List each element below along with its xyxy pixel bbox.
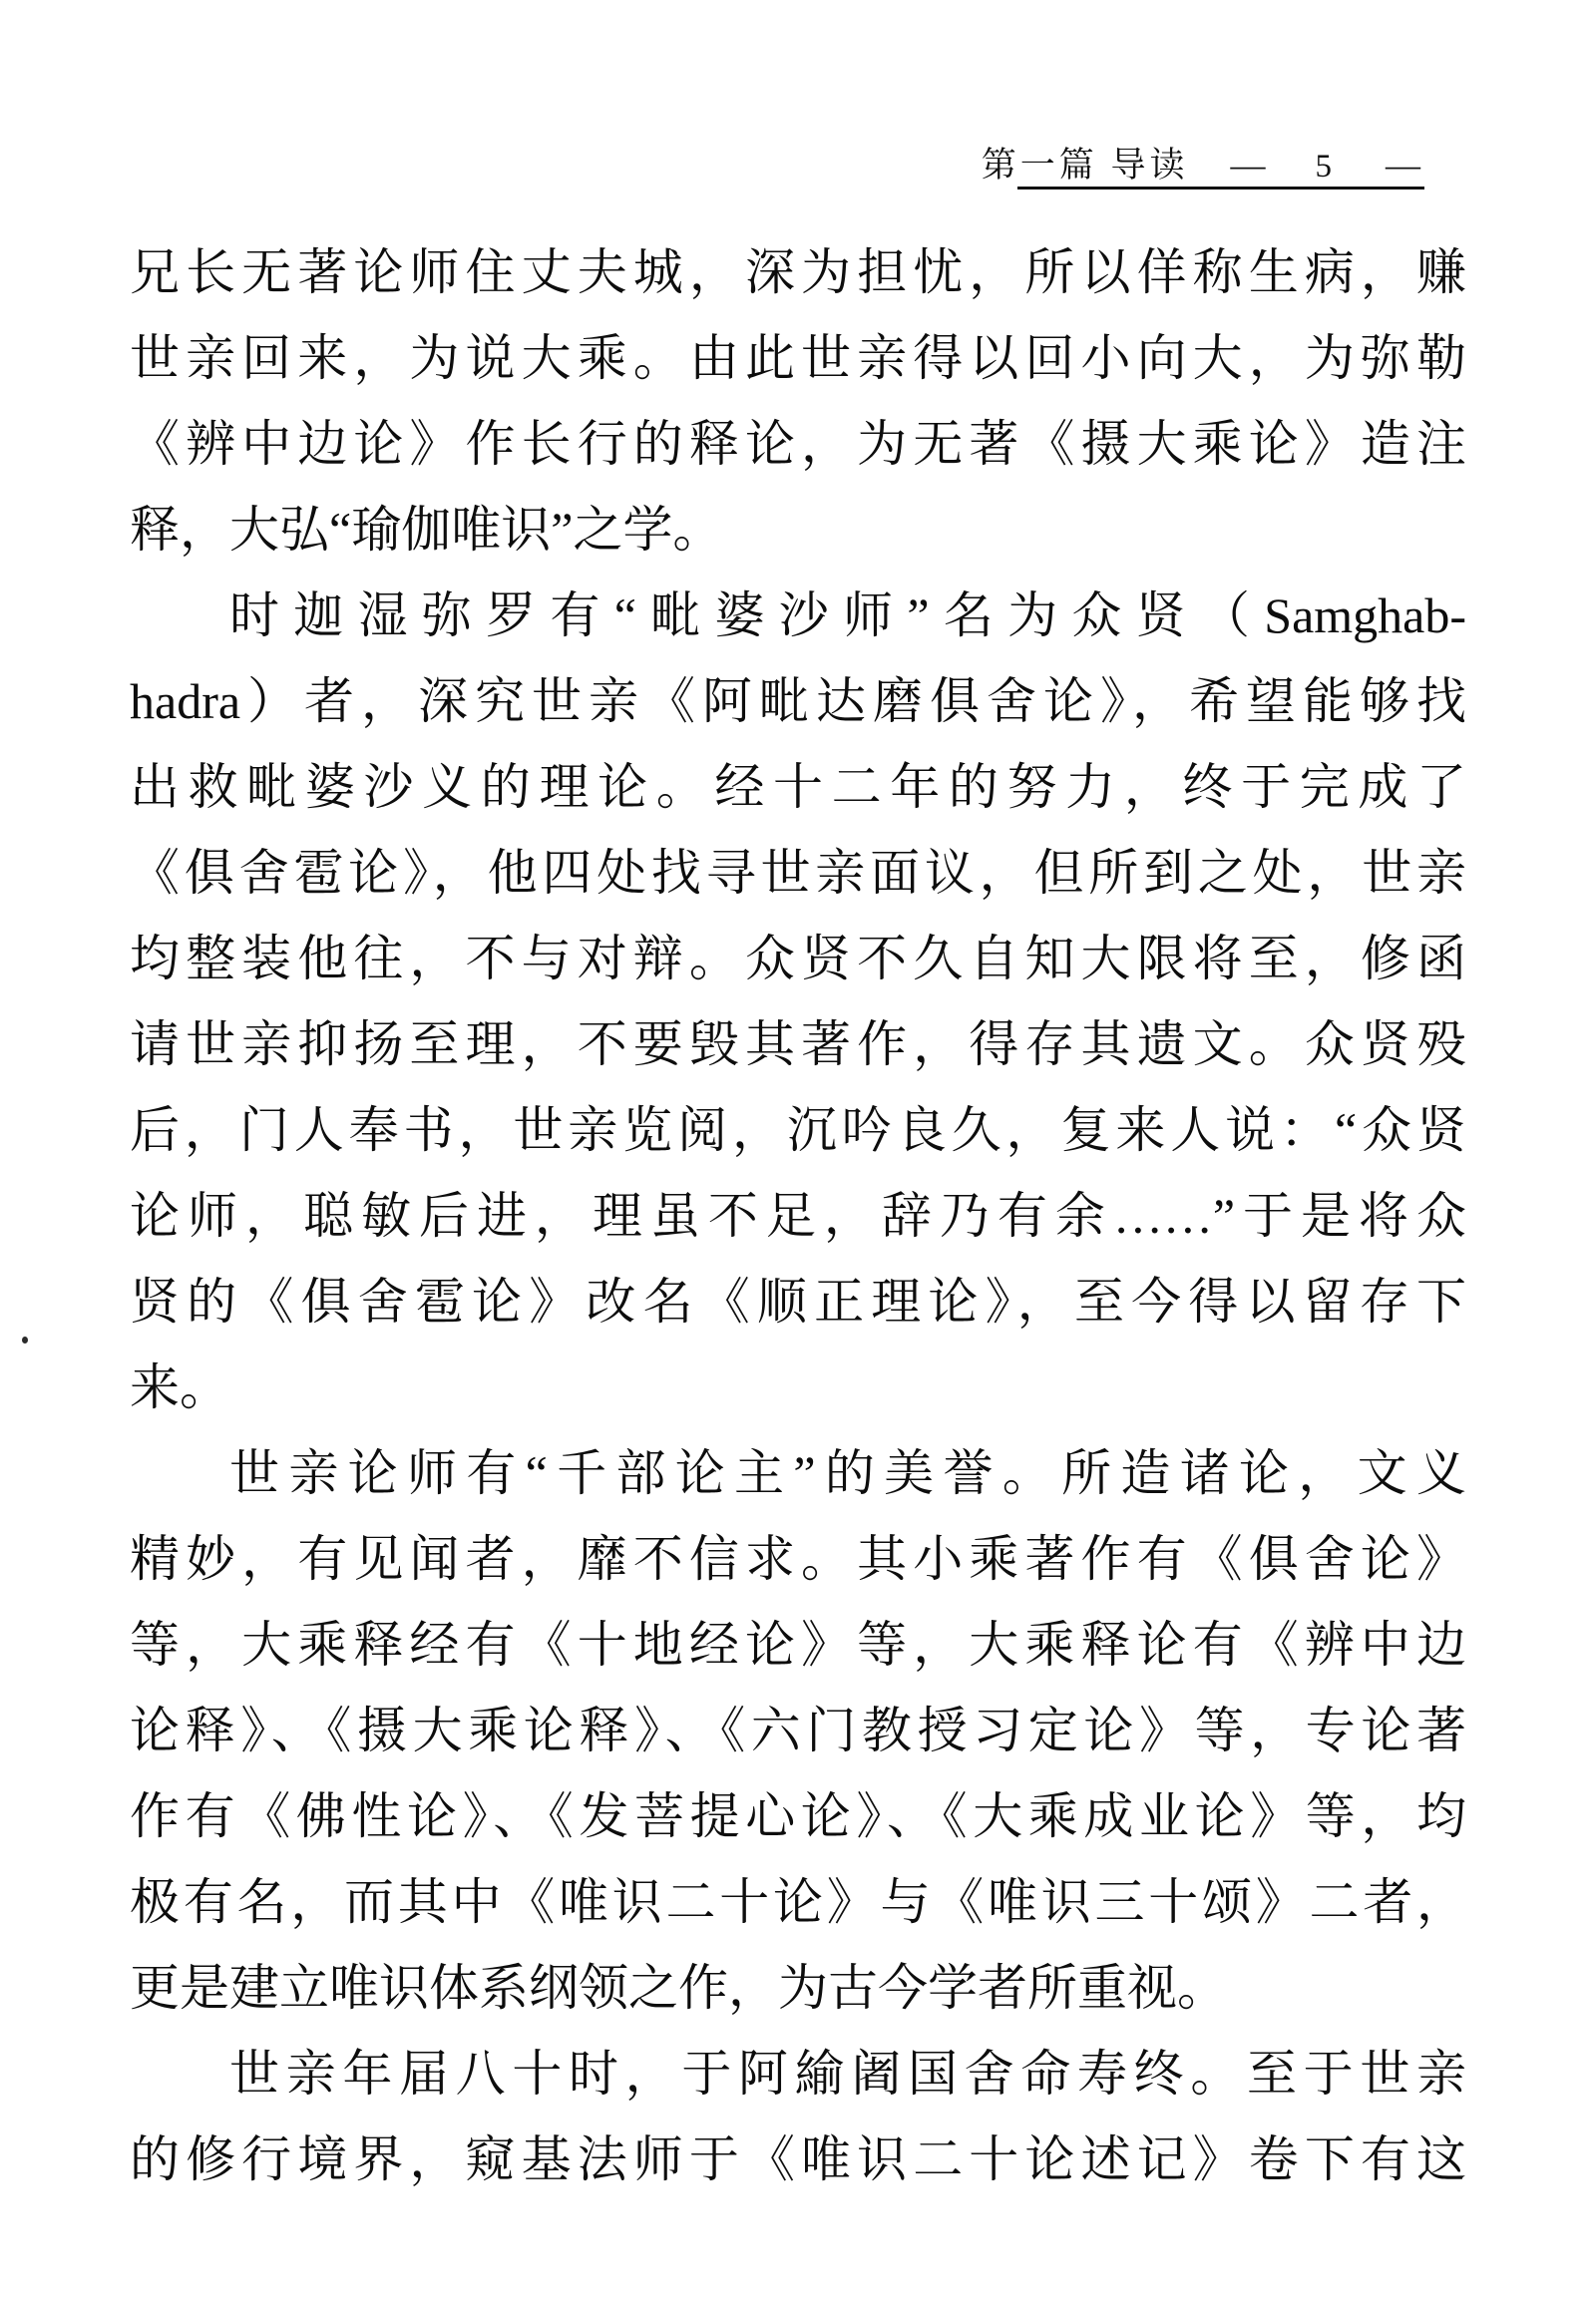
text-line: 《俱舍雹论》，他四处找寻世亲面议，但所到之处，世亲 <box>130 845 1466 901</box>
text-line: hadra）者，深究世亲《阿毗达磨俱舍论》，希望能够找 <box>130 673 1466 729</box>
text-line: 的修行境界，窥基法师于《唯识二十论述记》卷下有这 <box>130 2131 1466 2187</box>
text-line: 后，门人奉书，世亲览阅，沉吟良久，复来人说：“众贤 <box>130 1102 1466 1158</box>
text-line: 论释》、《摄大乘论释》、《六门教授习定论》等，专论著 <box>130 1703 1466 1758</box>
text-line: 释，大弘“瑜伽唯识”之学。 <box>130 502 723 558</box>
text-line: 《辨中边论》作长行的释论，为无著《摄大乘论》造注 <box>130 416 1466 472</box>
text-line: 时迦湿弥罗有“毗婆沙师”名为众贤（Samghab- <box>229 587 1466 643</box>
text-line: 更是建立唯识体系纲领之作，为古今学者所重视。 <box>130 1960 1227 2016</box>
text-line: 世亲回来，为说大乘。由此世亲得以回小向大，为弥勒 <box>130 330 1466 386</box>
text-line: 均整装他往，不与对辩。众贤不久自知大限将至，修函 <box>130 931 1466 986</box>
text-line: 世亲论师有“千部论主”的美誉。所造诸论，文义 <box>229 1445 1466 1501</box>
page-header <box>982 138 1424 188</box>
text-line: 等，大乘释经有《十地经论》等，大乘释论有《辨中边 <box>130 1617 1466 1673</box>
text-line: 作有《佛性论》、《发菩提心论》、《大乘成业论》等，均 <box>130 1788 1466 1844</box>
text-line: 来。 <box>130 1359 229 1415</box>
header-dash-left: — <box>1230 146 1270 185</box>
text-line: 贤的《俱舍雹论》改名《顺正理论》，至今得以留存下 <box>130 1274 1466 1330</box>
body-text <box>130 229 1466 2202</box>
text-line: 论师，聪敏后进，理虽不足，辞乃有余……”于是将众 <box>130 1188 1466 1244</box>
text-line: 兄长无著论师住丈夫城，深为担忧，所以佯称生病，赚 <box>130 244 1466 300</box>
text-line: 极有名，而其中《唯识二十论》与《唯识三十颂》二者， <box>130 1874 1466 1930</box>
scan-speck <box>22 1337 28 1344</box>
section-title: 第一篇 导读 <box>981 146 1189 185</box>
header-dash-right: — <box>1386 146 1424 185</box>
text-line: 世亲年届八十时，于阿緰阇国舍命寿终。至于世亲 <box>229 2046 1466 2102</box>
page-number: 5 <box>1315 149 1336 185</box>
text-line: 请世亲抑扬至理，不要毁其著作，得存其遗文。众贤殁 <box>130 1016 1466 1072</box>
text-line: 出救毗婆沙义的理论。经十二年的努力，终于完成了 <box>130 759 1466 815</box>
text-line: 精妙，有见闻者，靡不信求。其小乘著作有《俱舍论》 <box>130 1531 1466 1587</box>
header-rule <box>1017 187 1424 190</box>
